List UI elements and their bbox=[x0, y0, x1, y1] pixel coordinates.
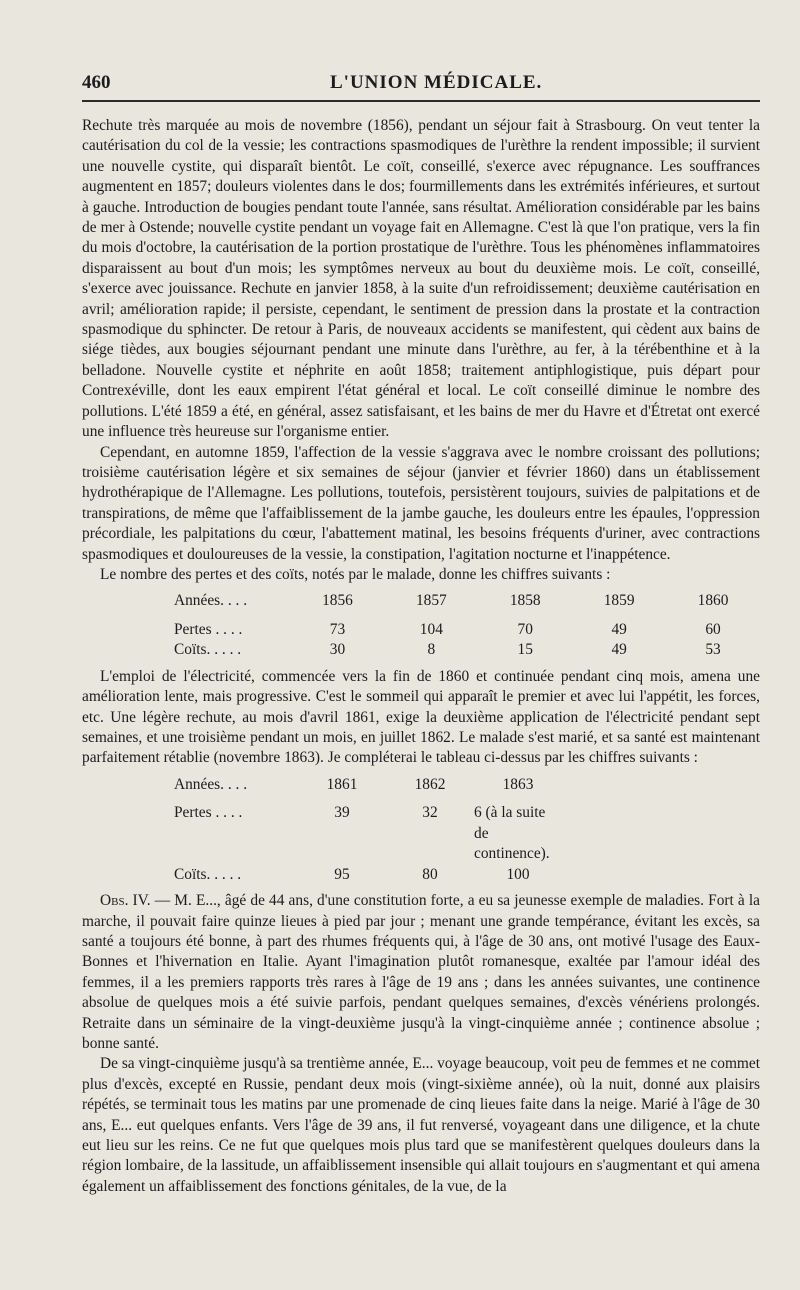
paragraph-relapse-history: Rechute très marquée au mois de novembre (1856), pendant un séjour fait à Strasbourg. On veut tenter la cautérisation du col de la vessie; les contractions spasmodiques de l'urèthre la rendent impossible; il survient une nouvelle cystite, qui disparaît bientôt. Le coït, conseillé, s'exerce avec répugnance. Les souffrances augmentent en 1857; douleurs violentes dans le dos; fourmillements dans les extrémités inférieures, et surtout à gauche. Introduction de bougies pendant toute l'année, sans résultat. Amélioration considérable par les bains de mer à Ostende; nouvelle cystite pendant un voyage fait en Allemagne. C'est là que l'on pratique, vers la fin du mois d'octobre, la cautérisation de la portion prostatique de l'urèthre. Tous les phénomènes inflammatoires disparaissent au bout d'un mois; les symptômes nerveux au bout du deuxième mois. Le coït, conseillé, s'exerce avec jouissance. Rechute en janvier 1858, à la suite d'un refroidissement; deuxième cautérisation en avril; amélioration rapide; il persiste, cependant, le sentiment de pression dans la prostate et la contraction spasmodique du sphincter. De retour à Paris, de nouveaux accidents se manifestent, qui cèdent aux bains de siége tièdes, aux bougies séjournant pendant une minute dans l'urèthre, au fer, à la térébenthine et à la belladone. Nouvelle cystite et néphrite en août 1858; traitement antiphlogistique, puis départ pour Contrexéville, dont les eaux empirent l'état général et local. Le coït conseillé diminue le nombre des pollutions. L'été 1859 a été, en général, assez satisfaisant, et les bains de mer du Havre et d'Étretat ont exercé une influence très heureuse sur l'organisme entier. bbox=[82, 117, 760, 441]
table-cell: 80 bbox=[422, 865, 438, 883]
row-label-losses: Pertes . . . . bbox=[174, 620, 243, 638]
table-row-years bbox=[174, 775, 562, 796]
table-cell: 1859 bbox=[603, 592, 635, 610]
table-cell: 60 bbox=[705, 620, 721, 638]
table-cell: 104 bbox=[419, 620, 443, 638]
article-body bbox=[82, 116, 760, 1197]
page-header bbox=[82, 66, 760, 102]
table-cell: 39 bbox=[334, 804, 350, 822]
table-cell: 53 bbox=[705, 641, 721, 659]
table-cell: 1858 bbox=[509, 592, 541, 610]
page-number: 460 bbox=[82, 72, 111, 93]
losses-coitus-table-1861-1863 bbox=[174, 775, 562, 885]
row-label-years: Années. . . . bbox=[174, 775, 248, 793]
table-cell: 8 bbox=[427, 641, 436, 659]
table-row-coitus bbox=[174, 640, 760, 661]
table-cell: 1857 bbox=[415, 592, 447, 610]
observation-heading: Obs. IV. bbox=[100, 892, 151, 910]
paragraph-travels: De sa vingt-cinquième jusqu'à sa trentième année, E... voyage beaucoup, voit peu de femmes et ne commet plus d'excès, excepté en Russie, pendant deux mois (vingt-sixième année), où la nuit, donné aux plaisirs répétés, se terminait tous les matins par une promenade de cinq lieues faite dans la neige. Marié à l'âge de 30 ans, E... eut quelques enfants. Vers l'âge de 39 ans, il fut renversé, voyageant dans une diligence, et la chute eut lieu sur les reins. Ce ne fut que quelques mois plus tard que se manifestèrent quelques douleurs dans la région lombaire, de la lassitude, un affaiblissement insensible qui allait toujours en s'augmentant et qui amena également un affaiblissement des fonctions génitales, de la vue, de la bbox=[82, 1055, 760, 1195]
table-cell: 1860 bbox=[697, 592, 729, 610]
observation-text: — M. E..., âgé de 44 ans, d'une constitution forte, a eu sa jeunesse exemple de maladies. Fort à la marche, il pouvait faire quinze lieues à pied par jour ; menant une grande tempérance, évitant les excès, sa santé a toujours été bonne, à part des rhumes fréquents qui, à l'âge de 30 ans, ont motivé l'usage des Eaux-Bonnes et l'hivernation en Italie. Ayant l'imagination plutôt romanesque, exaltée par l'amour idéal des femmes, il a les premiers rapports très rares à l'âge de 19 ans ; dans les années suivantes, une continence absolue de quelques mois a été suivie parfois, pendant quelques semaines, d'excès vénériens prolongés. Retraite dans un séminaire de la vingt-deuxième jusqu'à la vingt-cinquième année ; continence absolue ; bonne santé. bbox=[82, 892, 760, 1052]
journal-title: L'UNION MÉDICALE. bbox=[330, 72, 543, 93]
table-cell: 1861 bbox=[326, 775, 358, 793]
row-label-losses: Pertes . . . . bbox=[174, 804, 243, 822]
table-cell: 100 bbox=[506, 865, 530, 883]
table-cell: 15 bbox=[517, 641, 533, 659]
table-row-losses bbox=[174, 803, 562, 864]
table-cell: 30 bbox=[329, 641, 346, 659]
table-cell: 70 bbox=[517, 620, 533, 638]
losses-coitus-table-1856-1860 bbox=[174, 591, 760, 661]
paragraph-autumn-1859: Cependant, en automne 1859, l'affection de la vessie s'aggrava avec le nombre croissant des pollutions; troisième cautérisation légère et six semaines de séjour (janvier et février 1860) dans un établissement hydrothérapique de l'Allemagne. Les pollutions, toutefois, persistèrent toujours, suivies de palpitations et de transpirations, de même que l'affaiblissement de la jambe gauche, les douleurs entre les épaules, l'oppression précordiale, les palpitations du cœur, l'abattement matinal, les besoins fréquents d'uriner, avec contractions spasmodiques et douloureuses de la vessie, la constipation, l'agitation nocturne et l'inappétence. bbox=[82, 443, 760, 563]
table-row-coitus bbox=[174, 865, 562, 886]
row-label-coitus: Coïts. . . . . bbox=[174, 641, 242, 659]
row-label-years: Années. . . . bbox=[174, 592, 248, 610]
table-cell: 95 bbox=[334, 865, 350, 883]
table-row-years bbox=[174, 591, 760, 612]
table-cell: 1863 bbox=[502, 775, 534, 793]
table-cell: 1862 bbox=[414, 775, 446, 793]
row-label-coitus: Coïts. . . . . bbox=[174, 865, 242, 883]
table-cell: 6 (à la suite de continence). bbox=[474, 804, 550, 863]
table-cell: 32 bbox=[422, 804, 438, 822]
table-cell: 1856 bbox=[322, 592, 353, 610]
table-row-losses bbox=[174, 620, 760, 641]
table-cell: 49 bbox=[611, 641, 627, 659]
table-cell: 73 bbox=[329, 620, 346, 638]
paragraph-observation-iv bbox=[82, 891, 760, 1054]
paragraph-electricity-treatment: L'emploi de l'électricité, commencée vers la fin de 1860 et continuée pendant cinq mois, amena une amélioration lente, mais progressive. C'est le sommeil qui apparaît le premier et avec lui l'appétit, les forces, etc. Une légère rechute, au mois d'avril 1861, exige la deuxième application de l'électricité pendant sept semaines, et une troisième pendant un mois, en juillet 1862. Le malade s'est marié, et sa santé est maintenant parfaitement rétablie (novembre 1863). Je compléterai le tableau ci-dessus par les chiffres suivants : bbox=[82, 667, 760, 767]
paragraph-table-intro: Le nombre des pertes et des coïts, notés par le malade, donne les chiffres suivants : bbox=[100, 565, 611, 583]
table-cell: 49 bbox=[611, 620, 627, 638]
